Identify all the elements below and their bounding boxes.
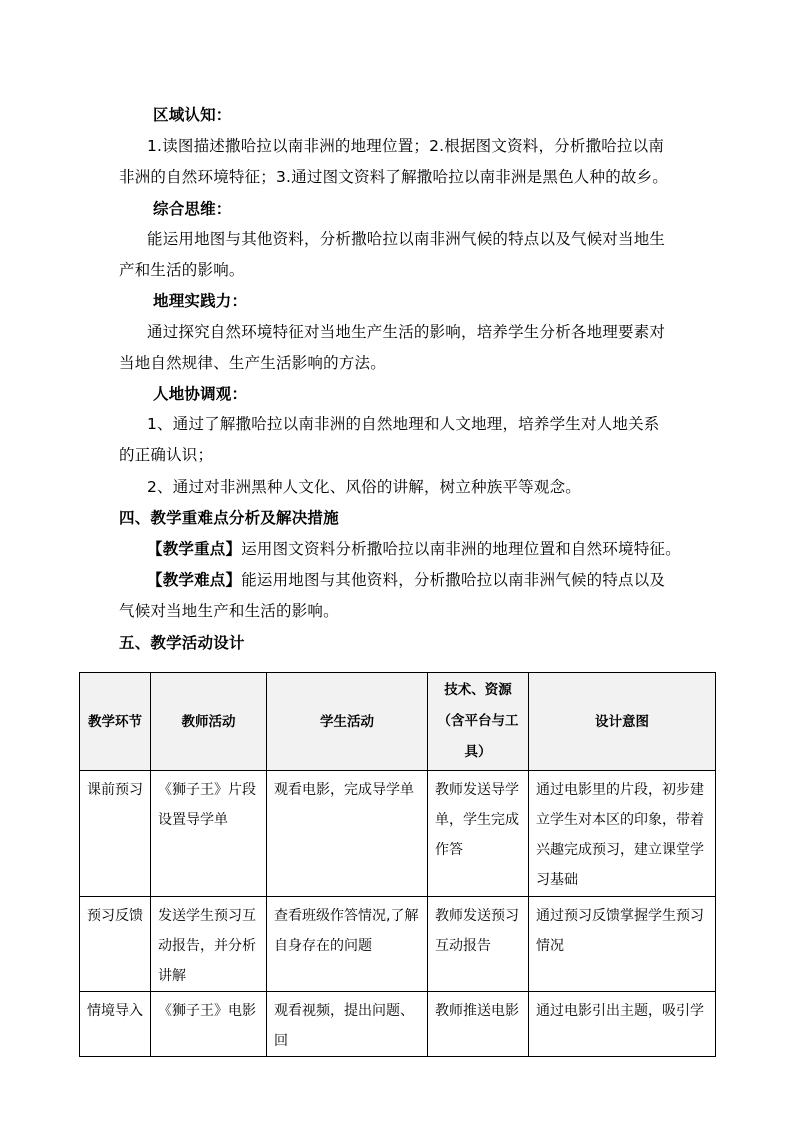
paragraph-line: 1、通过了解撒哈拉以南非洲的自然地理和人文地理，培养学生对人地关系	[147, 415, 660, 433]
key-point-line	[147, 538, 681, 560]
cell-teacher: 《狮子王》电影	[151, 992, 267, 1057]
difficulty-label: 【教学难点】	[147, 571, 242, 589]
cell-intent: 通过预习反馈掌握学生预习情况	[529, 897, 716, 992]
header-student: 学生活动	[267, 673, 428, 771]
cell-intent: 通过电影引出主题，吸引学	[529, 992, 716, 1057]
heading-zonghe: 综合思维：	[153, 200, 232, 218]
cell-teacher: 《狮子王》片段设置导学单	[151, 771, 267, 897]
cell-intent: 通过电影里的片段，初步建立学生对本区的印象，带着兴趣完成预习，建立课堂学习基础	[529, 771, 716, 897]
heading-shijian: 地理实践力：	[153, 292, 248, 310]
paragraph-line: 当地自然规律、生产生活影响的方法。	[119, 354, 386, 372]
table-row	[80, 992, 716, 1057]
heading-xietiao: 人地协调观：	[153, 385, 248, 403]
table-row	[80, 897, 716, 992]
paragraph-line: 非洲的自然环境特征；3.通过图文资料了解撒哈拉以南非洲是黑色人种的故乡。	[119, 168, 668, 186]
table-row	[80, 771, 716, 897]
difficulty-text: 能运用地图与其他资料，分析撒哈拉以南非洲气候的特点以及	[241, 571, 666, 589]
key-point-label: 【教学重点】	[147, 540, 242, 558]
key-point-text: 运用图文资料分析撒哈拉以南非洲的地理位置和自然环境特征。	[241, 540, 681, 558]
cell-tech: 教师推送电影	[428, 992, 529, 1057]
header-tech-line: 具）	[464, 744, 492, 760]
header-teacher: 教师活动	[151, 673, 267, 771]
paragraph-line: 产和生活的影响。	[119, 261, 245, 279]
header-stage: 教学环节	[80, 673, 151, 771]
cell-tech: 教师发送导学单，学生完成作答	[428, 771, 529, 897]
heading-quyu: 区域认知：	[153, 106, 232, 124]
paragraph-line: 1.读图描述撒哈拉以南非洲的地理位置；2.根据图文资料，分析撒哈拉以南	[147, 137, 665, 155]
cell-student: 查看班级作答情况,了解自身存在的问题	[267, 897, 428, 992]
table-header-row	[80, 673, 716, 771]
cell-stage: 情境导入	[80, 992, 151, 1057]
header-tech-line: 技术、资源	[444, 682, 512, 698]
difficulty-line	[147, 569, 665, 591]
header-tech	[428, 673, 529, 771]
cell-tech: 教师发送预习互动报告	[428, 897, 529, 992]
header-tech-line: （含平台与工	[437, 713, 519, 729]
paragraph-line: 2、通过对非洲黑种人文化、风俗的讲解，树立种族平等观念。	[147, 478, 581, 496]
cell-student: 观看视频，提出问题、回	[267, 992, 428, 1057]
paragraph-line: 通过探究自然环境特征对当地生产生活的影响，培养学生分析各地理要素对	[147, 323, 666, 341]
cell-teacher: 发送学生预习互动报告，并分析讲解	[151, 897, 267, 992]
cell-stage: 课前预习	[80, 771, 151, 897]
section-heading-5: 五、教学活动设计	[119, 634, 245, 652]
header-intent: 设计意图	[529, 673, 716, 771]
cell-student: 观看电影，完成导学单	[267, 771, 428, 897]
cell-stage: 预习反馈	[80, 897, 151, 992]
paragraph-line: 气候对当地生产和生活的影响。	[119, 602, 339, 620]
activity-table	[79, 672, 716, 1057]
paragraph-line: 的正确认识；	[119, 446, 214, 464]
paragraph-line: 能运用地图与其他资料，分析撒哈拉以南非洲气候的特点以及气候对当地生	[147, 230, 666, 248]
section-heading-4: 四、教学重难点分析及解决措施	[119, 509, 339, 527]
